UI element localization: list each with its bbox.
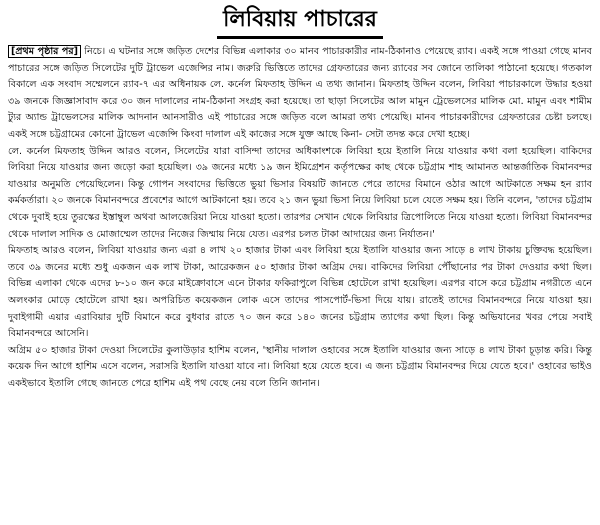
- headline: লিবিয়ায় পাচারের: [217, 6, 383, 39]
- paragraph-3: মিফতাহ আরও বলেন, লিবিয়া যাওয়ার জন্য এরা ৪ লাখ ২০ হাজার টাকা এবং লিবিয়া হয়ে ইতালি যাওয়ার জন্য সাড়ে ৪ লাখ টাকায় চুক্তিবদ্ধ হয়েছিল। তবে ৩৯ জনের মধ্যে শুধু একজন এক লাখ টাকা, আরেকজন ৫০ হাজার টাকা অগ্রিম দেয়। বাকিদের লিবিয়া পৌঁছানোর পর টাকা দেওয়ার কথা ছিল। বিভিন্ন এলাকা থেকে এদের ৮-১০ জন করে মাইক্রোবাসে এনে টাকার ফকিরাপুলে বিভিন্ন হোটেলে রাখা হয়েছিল। এরপর বাসে করে চট্টগ্রাম নগরীতে এনে অলংকার মোড়ে হোটেলে রাখা হয়। অপরিচিত কয়েকজন লোক এসে তাদের পাসপোর্ট-ভিসা দিয়ে যায়। রাতেই তাদের বিমানবন্দরে নিয়ে যাওয়া হয়। দুবাইগামী এয়ার এরাবিয়ার দুটি বিমানে করে বুধবার রাতে ৭০ জন করে ১৪০ জনের চট্টগ্রাম ত্যাগের কথা ছিল। কিন্তু অভিযানের খবর পেয়ে সবাই বিমানবন্দরে আসেনি।: [8, 245, 592, 340]
- paragraph-2: লে. কর্নেল মিফতাহ উদ্দিন আরও বলেন, সিলেটের যারা বাসিন্দা তাদের অধিকাংশকে লিবিয়া হয়ে ইতালি নিয়ে যাওয়ার কথা বলা হয়েছিল। বাকিদের লিবিয়া নিয়ে যাওয়ার জন্য জড়ো করা হয়েছিল। ৩৯ জনের মধ্যে ১৯ জন ইমিগ্রেশন কর্তৃপক্ষের কাছ থেকে চট্টগ্রাম শাহ আমানত আন্তর্জাতিক বিমানবন্দর যাওয়ার অনুমতি পেয়েছিলেন। কিন্তু গোপন সংবাদের ভিত্তিতে ভুয়া ভিসার বিষয়টি জানতে পেরে তাদের বিমানে ওঠার আগে আটকাতে সক্ষম হন র‍্যাব কর্মকর্তারা। ২০ জনকে বিমানবন্দরে প্রবেশের আগে আটকানো হয়। তবে ২১ জন ভুয়া ভিসা নিয়ে লিবিয়া চলে যেতে সক্ষম হয়। তিনি বলেন, 'তাদের চট্টগ্রাম থেকে দুবাই হয়ে তুরস্কের ইস্তাম্বুল অথবা আলজেরিয়া নিয়ে যাওয়া হতো। তারপর সেখান থেকে লিবিয়ার ত্রিপোলিতে নিয়ে যাওয়া হতো। লিবিয়া বিমানবন্দর থেকে দালাল সাদিক ও মোজাম্মেল তাদের নিজের জিম্মায় নিয়ে যেত। এরপর চলত টাকা আদায়ের জন্য নির্যাতন।': [8, 145, 592, 240]
- headline-container: [8, 6, 592, 42]
- article-body: [8, 44, 592, 392]
- paragraph-4: অগ্রিম ৫০ হাজার টাকা দেওয়া সিলেটের কুলাউড়ার হাশিম বলেন, 'স্থানীয় দালাল ওহাবের সঙ্গে ইতালি যাওয়ার জন্য সাড়ে ৪ লাখ টাকা চূড়ান্ত করি। কিন্তু কয়েক দিন আগে হাশিম এসে বলেন, সরাসরি ইতালি যাওয়া যাবে না। লিবিয়া হয়ে যেতে হবে। এ জন্য চট্টগ্রাম বিমানবন্দর দিয়ে যেতে হবে।' ওহাবের ভাইও একইভাবে ইতালি গেছে জানতে পেরে হাশিম এই পথ বেছে নেয় বলে তিনি জানান।: [8, 344, 592, 389]
- paragraph-1-text: নিচে। এ ঘটনার সঙ্গে জড়িত দেশের বিভিন্ন এলাকার ৩০ মানব পাচারকারীর নাম-ঠিকানাও পেয়েছে র‍্যাব। একই সঙ্গে পাওয়া গেছে মানব পাচারের সঙ্গে জড়িত সিলেটের দুটি ট্রাভেল এজেন্সির নাম। জরুরি ভিত্তিতে তাদের গ্রেফতারের জন্য র‍্যাবের সব জোনে তালিকা পাঠানো হয়েছে। গতকাল বিকালে এক সংবাদ সম্মেলনে র‍্যাব-৭ এর অধিনায়ক লে. কর্নেল মিফতাহ উদ্দিন এ তথ্য জানান। মিফতাহ উদ্দিন বলেন, লিবিয়া পাচারকালে উদ্ধার হওয়া ৩৯ জনকে জিজ্ঞাসাবাদ করে ৩০ জন দালালের নাম-ঠিকানা সংগ্রহ করা হয়েছে। তা ছাড়া সিলেটের আল মামুন ট্রেভেলসের মালিক মো. মামুন এবং শামীম ট্যুর অ্যান্ড ট্রাভেলসের মালিক আদনান আনসারীও এই পাচারের সঙ্গে জড়িত বলে আমরা তথ্য পেয়েছি। মানব পাচারকারীদের গ্রেফতারের চেষ্টা চলছে। একই সঙ্গে চট্টগ্রামের কোনো ট্রাভেল এজেন্সি কিংবা দালাল এই কাজের সঙ্গে যুক্ত আছে কিনা- সেটা তদন্ত করে দেখা হচ্ছে।: [8, 46, 593, 140]
- paragraph-1: [8, 44, 592, 144]
- continuation-marker: [প্রথম পৃষ্ঠার পর]: [8, 45, 81, 58]
